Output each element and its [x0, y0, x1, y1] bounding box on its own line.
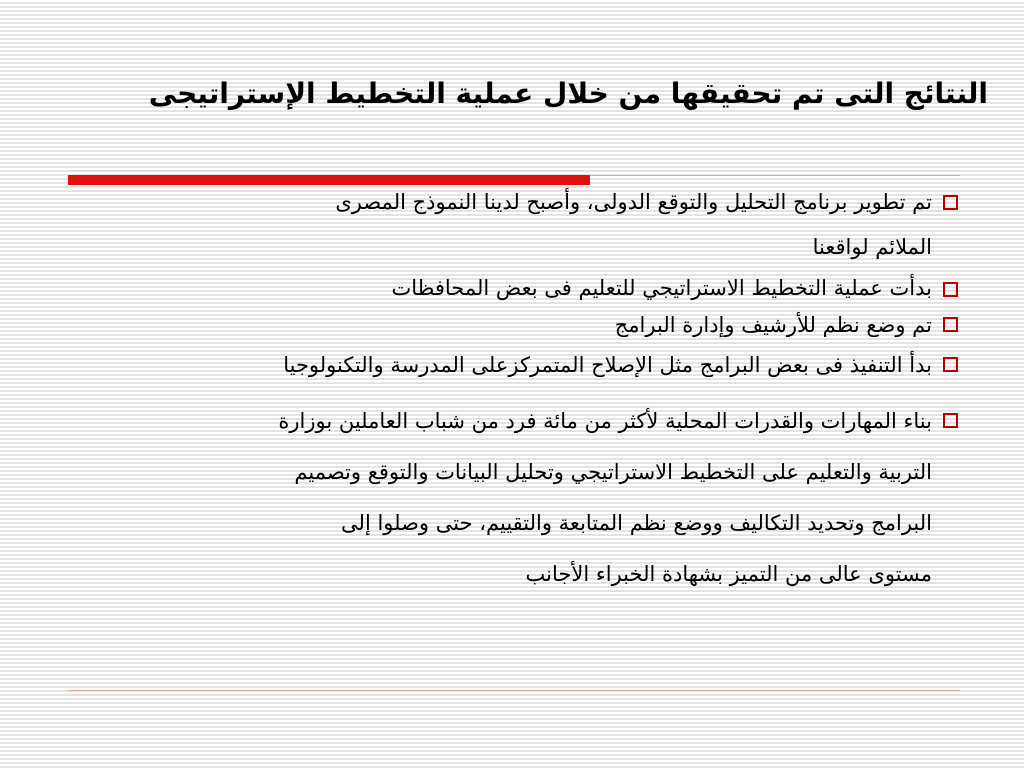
- hollow-square-icon: [943, 282, 958, 297]
- list-item: [60, 272, 990, 305]
- bullet-list: [60, 186, 990, 600]
- bullet-text: تم وضع نظم للأرشيف وإدارة البرامج: [614, 313, 932, 337]
- bullet-text-line: بناء المهارات والقدرات المحلية لأكثر من مائة فرد من شباب العاملين بوزارة: [278, 409, 932, 433]
- bullet-text-line: البرامج وتحديد التكاليف ووضع نظم المتابعة والتقييم، حتى وصلوا إلى: [341, 511, 932, 535]
- hollow-square-icon: [943, 357, 958, 372]
- bullet-text: بدأت عملية التخطيط الاستراتيجي للتعليم فى بعض المحافظات: [391, 276, 932, 300]
- accent-bar: [68, 175, 590, 185]
- bullet-text-line: الملائم لواقعنا: [812, 235, 932, 259]
- list-item: [60, 345, 990, 385]
- bullet-text: بدأ التنفيذ فى بعض البرامج مثل الإصلاح المتمركزعلى المدرسة والتكنولوجيا: [283, 353, 932, 377]
- hollow-square-icon: [943, 317, 958, 332]
- list-item: [60, 186, 990, 264]
- bottom-divider-line: [68, 690, 960, 691]
- bullet-text-line: التربية والتعليم على التخطيط الاستراتيجي وتحليل البيانات والتوقع وتصميم: [294, 460, 932, 484]
- bullet-text-line: مستوى عالى من التميز بشهادة الخبراء الأجانب: [525, 562, 932, 586]
- list-item: [60, 399, 990, 600]
- hollow-square-icon: [943, 413, 958, 428]
- list-item: [60, 305, 990, 345]
- bullet-text-line: تم تطوير برنامج التحليل والتوقع الدولى، وأصبح لدينا النموذج المصرى: [335, 190, 932, 214]
- slide-title: النتائج التى تم تحقيقها من خلال عملية التخطيط الإستراتيجى: [148, 77, 988, 110]
- hollow-square-icon: [943, 195, 958, 210]
